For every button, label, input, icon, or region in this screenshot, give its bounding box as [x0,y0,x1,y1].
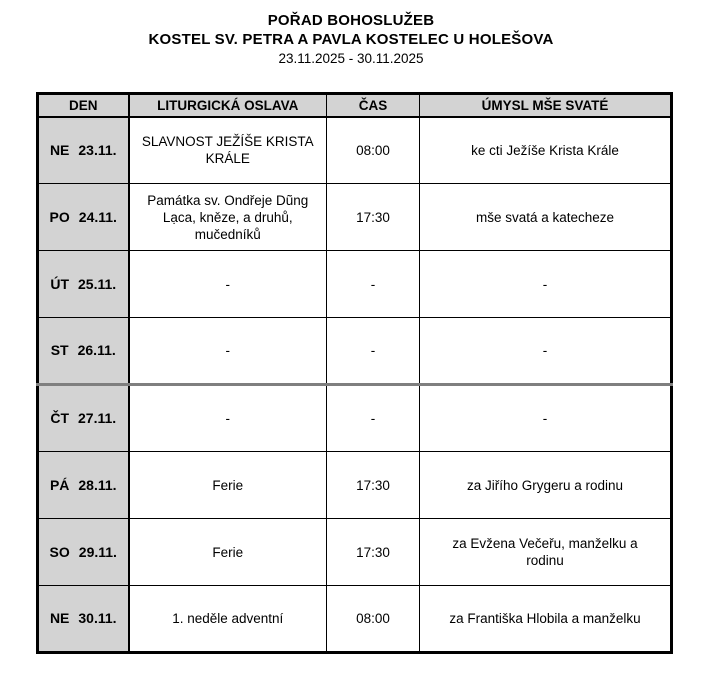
day-abbreviation: SO [49,543,70,560]
day-date: 30.11. [78,610,117,626]
celebration-cell: - [129,318,327,385]
table-row [38,251,672,318]
day-abbreviation: ČT [50,410,69,426]
table-row [38,519,672,586]
time-cell: 08:00 [327,117,420,184]
day-date: 26.11. [77,342,116,358]
celebration-cell: 1. neděle adventní [129,586,327,653]
day-cell [38,318,129,385]
table-header-row [38,94,672,117]
table-row [38,318,672,385]
day-cell [38,117,129,184]
intention-cell: - [420,251,672,318]
intention-cell: ke cti Ježíše Krista Krále [420,117,672,184]
celebration-cell: - [129,251,327,318]
day-cell [38,586,129,653]
table-row [38,452,672,519]
date-range: 23.11.2025 - 30.11.2025 [278,51,424,66]
day-date: 25.11. [78,275,117,292]
page-subtitle: KOSTEL SV. PETRA A PAVLA KOSTELEC U HOLEŠOVA [148,31,554,48]
intention-cell: - [420,385,672,452]
day-date: 29.11. [78,543,117,560]
day-date: 24.11. [78,208,117,225]
intention-cell: za Františka Hlobila a manželku [420,586,672,653]
document-header [0,0,702,68]
intention-cell: za Jiřího Grygeru a rodinu [420,452,672,519]
time-cell: - [327,385,420,452]
table-row [38,385,672,452]
table-row [38,586,672,653]
day-abbreviation: PO [49,208,70,225]
column-header-liturgicka-oslava: LITURGICKÁ OSLAVA [129,94,327,117]
day-abbreviation: ST [50,342,69,358]
celebration-cell: Ferie [129,452,327,519]
day-cell [38,519,129,586]
day-cell [38,184,129,251]
schedule-table [36,92,673,654]
celebration-cell: Ferie [129,519,327,586]
table-row [38,184,672,251]
column-header-cas: ČAS [327,94,420,117]
intention-cell: za Evžena Večeřu, manželku a rodinu [420,519,672,586]
day-abbreviation: ÚT [50,275,69,292]
page-title: POŘAD BOHOSLUŽEB [267,12,435,29]
intention-cell: - [420,318,672,385]
time-cell: - [327,318,420,385]
time-cell: - [327,251,420,318]
column-header-umysl-mse-svate: ÚMYSL MŠE SVATÉ [420,94,672,117]
day-abbreviation: PÁ [49,476,70,493]
day-cell [38,452,129,519]
day-cell [38,385,129,452]
day-date: 27.11. [78,410,117,426]
day-date: 23.11. [78,141,117,158]
time-cell: 08:00 [327,586,420,653]
time-cell: 17:30 [327,452,420,519]
day-abbreviation: NE [49,141,70,158]
time-cell: 17:30 [327,184,420,251]
time-cell: 17:30 [327,519,420,586]
day-abbreviation: NE [49,610,70,626]
day-date: 28.11. [78,476,117,493]
column-header-den: DEN [38,94,129,117]
table-row [38,117,672,184]
celebration-cell: - [129,385,327,452]
day-cell [38,251,129,318]
intention-cell: mše svatá a katecheze [420,184,672,251]
celebration-cell: Památka sv. Ondřeje Dũng Lạca, kněze, a druhů, mučedníků [129,184,327,251]
celebration-cell: SLAVNOST JEŽÍŠE KRISTA KRÁLE [129,117,327,184]
